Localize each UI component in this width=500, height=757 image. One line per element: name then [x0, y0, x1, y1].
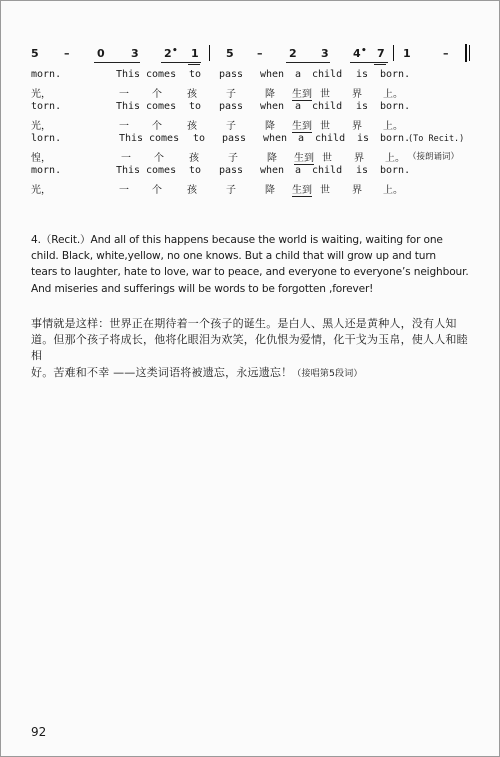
- lyric-char: 上。: [383, 121, 403, 132]
- lyric-char: 孩: [187, 185, 197, 196]
- lyric-en-row: [31, 69, 471, 83]
- recit-cue: (To Recit.): [408, 134, 465, 144]
- lyric-word: lorn.: [31, 133, 62, 144]
- lyric-char: 个: [152, 89, 162, 100]
- lyric-word: torn.: [31, 101, 62, 112]
- lyric-char: 一: [121, 153, 131, 164]
- lyric-word: child: [312, 101, 343, 112]
- barline: [393, 45, 394, 61]
- note: 2: [289, 47, 297, 60]
- dash: –: [257, 47, 263, 60]
- lyric-word: morn.: [31, 69, 62, 80]
- lyric-word: born.: [380, 69, 411, 80]
- lyric-word: to: [189, 101, 202, 112]
- dash: –: [443, 47, 449, 60]
- final-barline-thin: [469, 45, 470, 61]
- note: 3: [131, 47, 139, 60]
- lyric-char: 子: [226, 89, 236, 100]
- barline: [209, 45, 210, 61]
- lyric-word: is: [357, 133, 370, 144]
- lyric-en-row: [31, 165, 471, 179]
- lyric-char: 孩: [189, 153, 199, 164]
- lyric-char: 个: [152, 121, 162, 132]
- lyric-char: 光，: [31, 89, 51, 100]
- note: 5: [31, 47, 39, 60]
- lyric-char: 上。: [383, 89, 403, 100]
- beam-underline-double: [188, 64, 200, 65]
- lyric-char: 惶，: [31, 153, 51, 164]
- lyric-word: comes: [146, 101, 177, 112]
- beam-underline: [286, 62, 330, 63]
- text-line: [31, 365, 471, 382]
- lyric-word: comes: [149, 133, 180, 144]
- lyric-char: 一: [119, 121, 129, 132]
- lyric-word: pass: [219, 165, 244, 176]
- dash: –: [64, 47, 70, 60]
- lyric-word: when: [260, 69, 285, 80]
- beam-underline: [94, 62, 140, 63]
- lyric-char: 生到: [292, 117, 312, 133]
- lyric-word: is: [356, 69, 369, 80]
- lyric-word: a: [295, 101, 302, 112]
- text-segment: 好。苦难和不幸 ——这类词语将被遗忘，永远遗忘！: [31, 365, 293, 379]
- note: 3: [321, 47, 329, 60]
- text-line: child. Black, white,yellow, no one knows. But a child that will grow up and turn: [31, 250, 436, 263]
- lyric-zh-row: [31, 117, 471, 131]
- lyric-char: 世: [320, 185, 330, 196]
- lyric-char: 光，: [31, 121, 51, 132]
- lyric-word: child: [312, 69, 343, 80]
- lyric-char: 降: [265, 121, 275, 132]
- lyric-word: pass: [219, 69, 244, 80]
- recitation-english: [31, 232, 471, 297]
- lyric-char: 光，: [31, 185, 51, 196]
- note: 4: [353, 47, 361, 60]
- lyric-char: 世: [320, 121, 330, 132]
- lyric-char: 上。: [383, 185, 403, 196]
- beam-underline: [350, 62, 388, 63]
- sing-cue: （接唱第5段词）: [292, 368, 363, 379]
- beam-underline: [161, 62, 201, 63]
- note: 1: [191, 47, 199, 60]
- lyric-char: 孩: [187, 121, 197, 132]
- final-barline: [465, 44, 467, 62]
- lyric-word: when: [260, 101, 285, 112]
- lyric-char: 生到: [292, 85, 312, 101]
- lyric-word: comes: [146, 165, 177, 176]
- lyric-word: born.: [380, 133, 411, 144]
- lyric-word: a: [295, 165, 302, 176]
- text-line: tears to laughter, hate to love, war to peace, and everyone to everyone’s neighbour.: [31, 266, 469, 279]
- lyric-char: 个: [152, 185, 162, 196]
- lyric-word: This: [116, 101, 141, 112]
- note: 1: [403, 47, 411, 60]
- recitation-chinese: [31, 316, 471, 382]
- lyric-char: 降: [265, 89, 275, 100]
- note: 0: [97, 47, 105, 60]
- lyric-word: to: [189, 165, 202, 176]
- lyric-char: 世: [322, 153, 332, 164]
- lyric-zh-row: [31, 85, 471, 99]
- page-number: 92: [31, 725, 47, 739]
- lyric-zh-row: [31, 181, 471, 195]
- lyric-char: 上。: [385, 153, 405, 164]
- lyric-char: 降: [267, 153, 277, 164]
- lyric-word: This: [119, 133, 144, 144]
- lyric-char: 孩: [187, 89, 197, 100]
- lyric-en-row: [31, 101, 471, 115]
- lyric-char: 界: [352, 185, 362, 196]
- lyric-word: pass: [222, 133, 247, 144]
- lyric-word: born.: [380, 165, 411, 176]
- notation-line: [31, 45, 471, 65]
- text-line: 事情就是这样：世界正在期待着一个孩子的诞生。是白人、黑人还是黄种人，没有人知: [31, 317, 457, 330]
- lyric-word: This: [116, 165, 141, 176]
- lyric-word: pass: [219, 101, 244, 112]
- lyric-word: when: [263, 133, 288, 144]
- beam-underline-double: [374, 64, 386, 65]
- text-line: And miseries and sufferings will be words to be forgotten ,forever!: [31, 282, 374, 295]
- note: 2: [164, 47, 172, 60]
- lyric-char: 生到: [292, 181, 312, 197]
- lyric-word: child: [312, 165, 343, 176]
- note: 5: [226, 47, 234, 60]
- lyric-word: a: [298, 133, 305, 144]
- lyric-word: is: [356, 165, 369, 176]
- lyric-char: 界: [354, 153, 364, 164]
- lyric-word: when: [260, 165, 285, 176]
- lyric-char: 生到: [294, 149, 314, 165]
- lyric-char: 一: [119, 185, 129, 196]
- lyric-char: 世: [320, 89, 330, 100]
- lyric-word: to: [189, 69, 202, 80]
- lyric-word: is: [356, 101, 369, 112]
- lyric-char: 子: [226, 121, 236, 132]
- lyric-word: to: [193, 133, 206, 144]
- lyric-word: This: [116, 69, 141, 80]
- lyric-char: 降: [265, 185, 275, 196]
- lyric-en-row: [31, 133, 471, 147]
- note: 7: [377, 47, 385, 60]
- lyric-char: 一: [119, 89, 129, 100]
- lyric-word: born.: [380, 101, 411, 112]
- lyric-char: 子: [226, 185, 236, 196]
- lyric-word: morn.: [31, 165, 62, 176]
- lyric-char: 子: [228, 153, 238, 164]
- dot-mark: •: [172, 46, 178, 56]
- lyric-char: 界: [352, 121, 362, 132]
- lyric-word: a: [295, 69, 302, 80]
- lyric-word: child: [315, 133, 346, 144]
- recit-cue: （接朗诵词）: [408, 152, 460, 162]
- lyric-zh-row: [31, 149, 471, 163]
- dot-mark: •: [361, 46, 367, 56]
- lyric-char: 界: [352, 89, 362, 100]
- lyric-word: comes: [146, 69, 177, 80]
- text-line: 4.（Recit.）And all of this happens because the world is waiting, waiting for one: [31, 234, 443, 246]
- text-line: 道。但那个孩子将成长，他将化眼泪为欢笑，化仇恨为爱情，化干戈为玉帛，使人人和睦相: [31, 333, 468, 363]
- lyric-char: 个: [154, 153, 164, 164]
